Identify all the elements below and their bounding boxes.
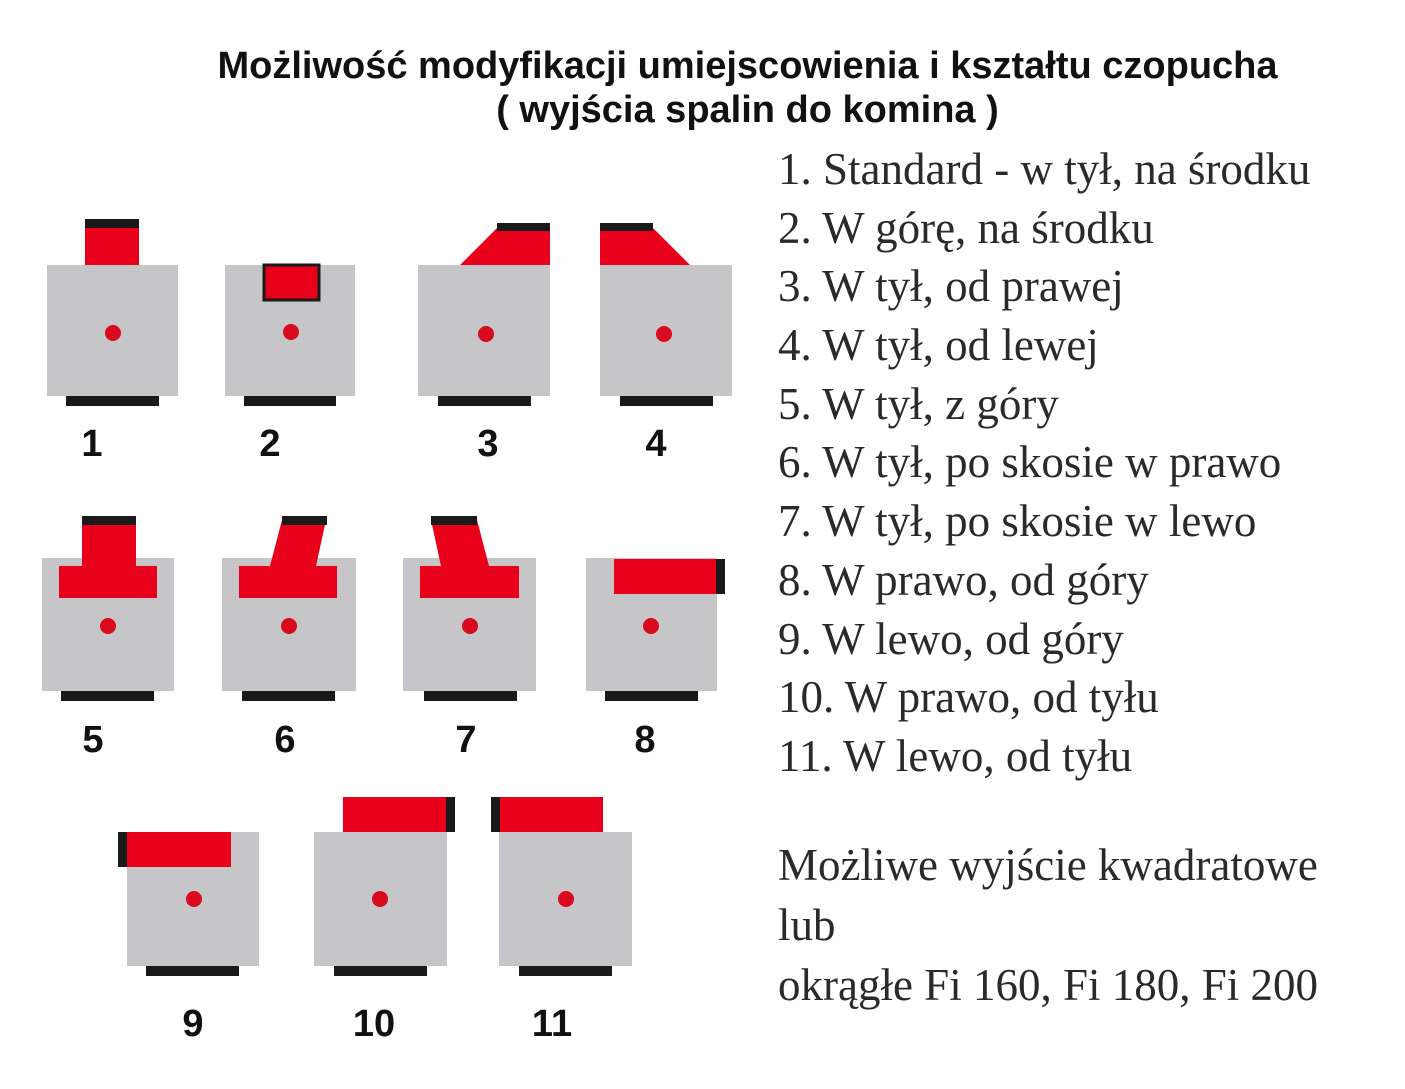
- flue-outlet: [85, 222, 139, 265]
- center-dot: [643, 618, 659, 634]
- variant-number: 6: [274, 719, 296, 761]
- legend-item-8: 8. W prawo, od góry: [778, 554, 1149, 605]
- legend-item-1: 1. Standard - w tył, na środku: [778, 144, 1311, 194]
- variant-9: [118, 832, 259, 1045]
- diagram-title: Możliwość modyfikacji umiejscowienia i kształtu czopucha: [217, 45, 1278, 87]
- dark-edge: [431, 516, 477, 525]
- flue-outlet: [124, 832, 231, 867]
- diagram-subtitle: ( wyjścia spalin do komina ): [496, 89, 999, 131]
- dark-edge: [242, 691, 335, 701]
- dark-edge: [146, 966, 239, 976]
- legend-item-5: 5. W tył, z góry: [778, 378, 1059, 429]
- dark-edge: [82, 516, 136, 525]
- legend-item-9: 9. W lewo, od góry: [778, 613, 1124, 664]
- center-dot: [105, 325, 121, 341]
- variant-number: 2: [259, 423, 281, 465]
- dark-edge: [497, 223, 550, 231]
- legend-item-11: 11. W lewo, od tyłu: [778, 730, 1133, 781]
- flue-outlet: [343, 797, 447, 832]
- note-line-1: Możliwe wyjście kwadratowe: [778, 840, 1318, 890]
- legend-item-7: 7. W tył, po skosie w lewo: [778, 496, 1257, 547]
- dark-edge: [66, 396, 159, 406]
- variant-number: 7: [455, 719, 477, 761]
- center-dot: [186, 891, 202, 907]
- dark-edge: [282, 516, 327, 525]
- dark-edge: [61, 691, 154, 701]
- dark-edge: [118, 832, 127, 867]
- variant-4: [600, 223, 732, 465]
- variant-number: 10: [352, 1003, 396, 1045]
- dark-edge: [600, 223, 653, 231]
- variant-number: 3: [477, 423, 499, 465]
- flue-outlet: [264, 265, 319, 300]
- legend-item-3: 3. W tył, od prawej: [778, 261, 1124, 312]
- dark-edge: [519, 966, 612, 976]
- note-line-2: lub: [778, 900, 836, 950]
- center-dot: [283, 324, 299, 340]
- center-dot: [100, 618, 116, 634]
- dark-edge: [244, 396, 336, 406]
- center-dot: [478, 326, 494, 342]
- center-dot: [462, 618, 478, 634]
- flue-outlet: [499, 797, 603, 832]
- legend-item-10: 10. W prawo, od tyłu: [778, 672, 1159, 723]
- legend-item-2: 2. W górę, na środku: [778, 202, 1154, 253]
- dark-edge: [716, 559, 725, 594]
- note-line-3: okrągłe Fi 160, Fi 180, Fi 200: [778, 960, 1319, 1010]
- flue-outlet: [614, 559, 718, 594]
- dark-edge: [438, 396, 531, 406]
- center-dot: [656, 326, 672, 342]
- variant-number: 1: [81, 423, 103, 465]
- outlet-shape-note: [778, 835, 1318, 1015]
- variant-number: 9: [182, 1003, 204, 1045]
- variant-7: [403, 516, 536, 761]
- variant-3: [418, 223, 550, 465]
- dark-edge: [491, 797, 500, 832]
- center-dot: [558, 891, 574, 907]
- dark-edge: [424, 691, 517, 701]
- dark-edge: [85, 219, 139, 228]
- variant-number: 4: [645, 423, 667, 465]
- variant-number: 8: [634, 719, 656, 761]
- dark-edge: [605, 691, 698, 701]
- variant-number: 11: [531, 1003, 573, 1045]
- variant-legend: [778, 140, 1310, 786]
- dark-edge: [334, 966, 427, 976]
- dark-edge: [620, 396, 713, 406]
- variant-10: [314, 797, 455, 1045]
- dark-edge: [446, 797, 455, 832]
- variant-6: [222, 516, 356, 761]
- variant-8: [586, 558, 725, 761]
- flue-outlet: [600, 228, 690, 265]
- legend-item-4: 4. W tył, od lewej: [778, 320, 1099, 371]
- center-dot: [281, 618, 297, 634]
- variant-5: [42, 516, 174, 761]
- variant-number: 5: [82, 719, 104, 761]
- variant-2: [225, 265, 355, 465]
- center-dot: [372, 891, 388, 907]
- variant-11: [491, 797, 632, 1045]
- legend-item-6: 6. W tył, po skosie w prawo: [778, 437, 1282, 488]
- variant-1: [47, 219, 178, 465]
- flue-outlet: [460, 228, 550, 265]
